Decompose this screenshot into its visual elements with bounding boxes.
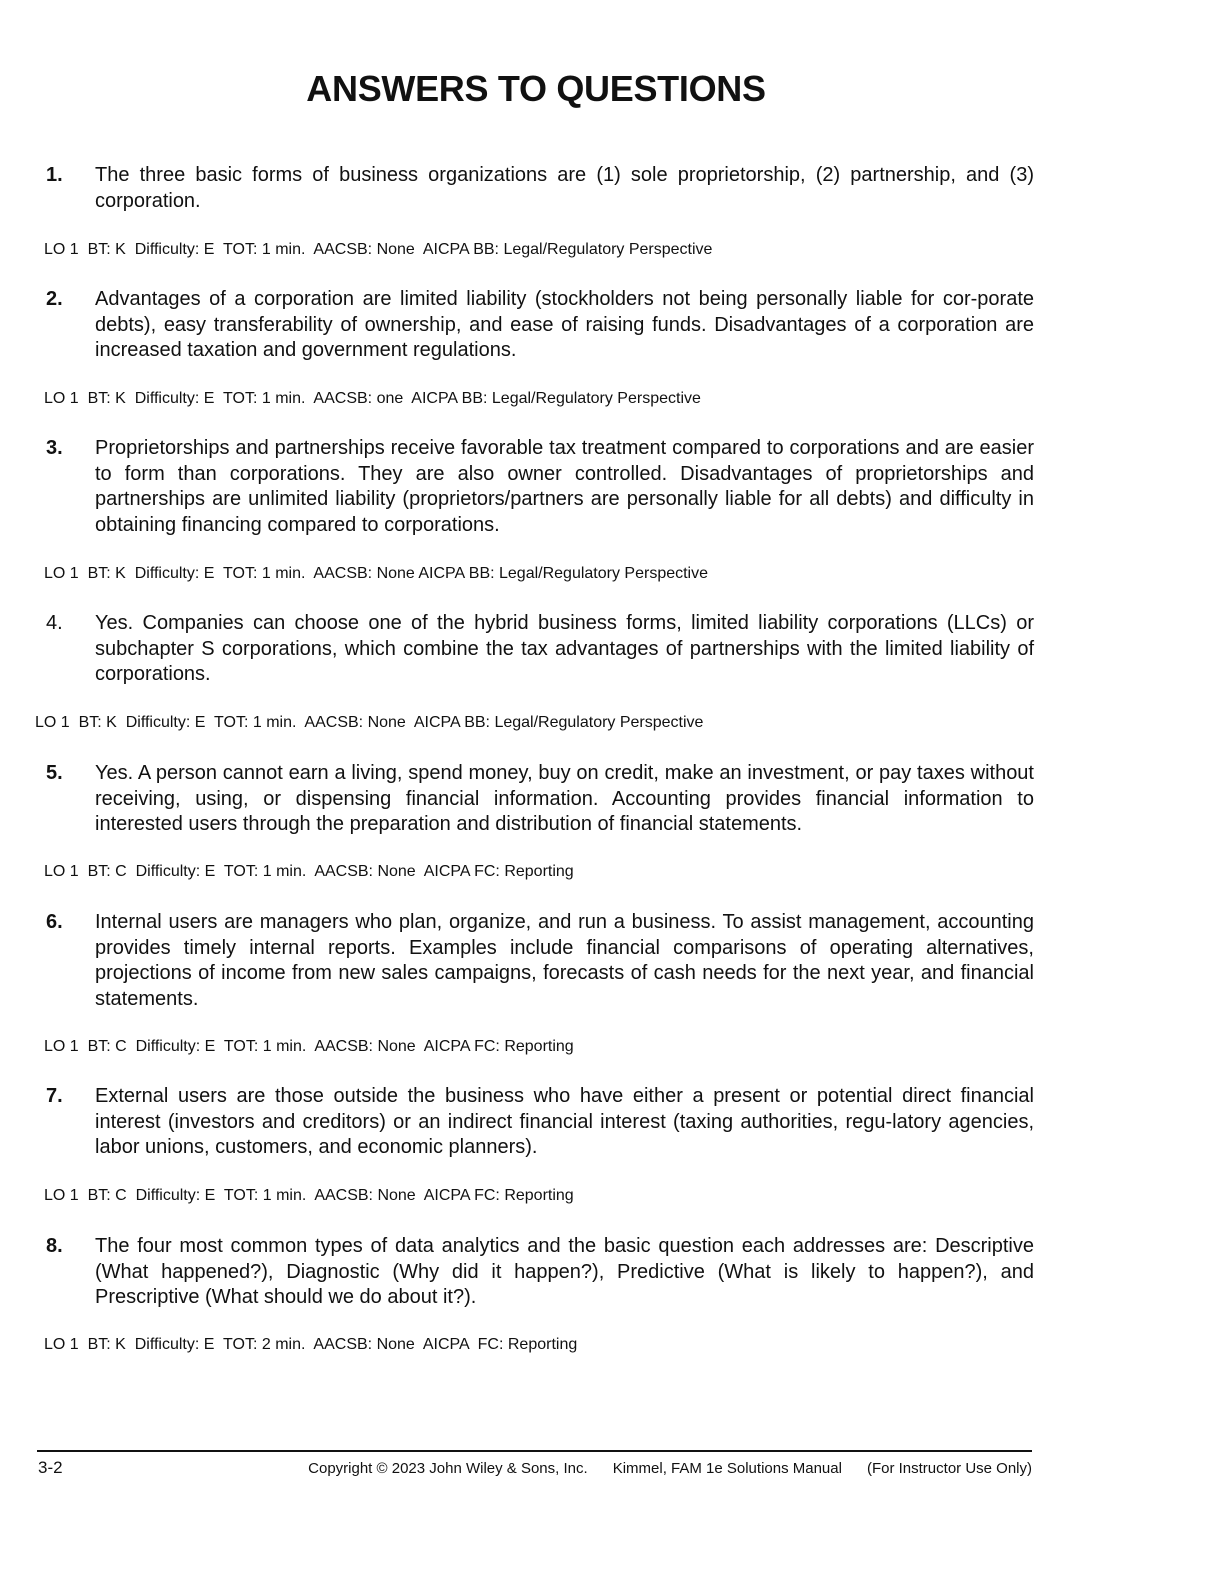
answer-metadata: LO 1 BT: K Difficulty: E TOT: 1 min. AACSB: None AICPA BB: Legal/Regulatory Perspective	[35, 714, 704, 731]
answer-metadata: LO 1 BT: C Difficulty: E TOT: 1 min. AACSB: None AICPA FC: Reporting	[44, 1187, 574, 1204]
answer-number: 5.	[46, 762, 63, 784]
answer-number: 1.	[46, 164, 63, 186]
answer-text: The four most common types of data analytics and the basic question each addresses are: Descriptive (What happened?), Diagnostic (Why did it happen?), Predictive (What is likely to happen?), and Prescriptive (What should we do about it?).	[95, 1235, 1034, 1308]
footer-copyright: Copyright © 2023 John Wiley & Sons, Inc.	[308, 1460, 588, 1477]
answer-metadata: LO 1 BT: K Difficulty: E TOT: 1 min. AACSB: one AICPA BB: Legal/Regulatory Perspective	[44, 390, 701, 407]
answer-metadata: LO 1 BT: C Difficulty: E TOT: 1 min. AACSB: None AICPA FC: Reporting	[44, 1038, 574, 1055]
footer-page-number: 3-2	[38, 1458, 63, 1477]
answer-text: Internal users are managers who plan, organize, and run a business. To assist management, accounting provides timely internal reports. Examples include financial comparisons of operating alternatives, projections of income from new sales campaigns, forecasts of cash needs for the next year, and financial statements.	[95, 911, 1034, 1010]
page-title: ANSWERS TO QUESTIONS	[306, 68, 766, 109]
answer-text: Proprietorships and partnerships receive favorable tax treatment compared to corporations and are easier to form than corporations. They are also owner controlled. Disadvantages of proprietorships and partnerships are unlimited liability (proprietors/partners are personally liable for all debts) and difficulty in obtaining financing compared to corporations.	[95, 437, 1034, 536]
footer-info	[308, 1460, 1032, 1477]
answer-metadata: LO 1 BT: K Difficulty: E TOT: 1 min. AACSB: None AICPA BB: Legal/Regulatory Perspective	[44, 565, 709, 582]
answer-number: 3.	[46, 437, 63, 459]
answer-metadata: LO 1 BT: K Difficulty: E TOT: 1 min. AACSB: None AICPA BB: Legal/Regulatory Perspective	[44, 241, 713, 258]
answer-text: The three basic forms of business organizations are (1) sole proprietorship, (2) partnership, and (3) corporation.	[95, 164, 1034, 212]
answer-number: 7.	[46, 1085, 63, 1107]
answer-number: 8.	[46, 1235, 63, 1257]
answer-number: 2.	[46, 288, 63, 310]
answer-metadata: LO 1 BT: C Difficulty: E TOT: 1 min. AACSB: None AICPA FC: Reporting	[44, 863, 574, 880]
footer-usage: (For Instructor Use Only)	[866, 1460, 1032, 1477]
answer-number: 6.	[46, 911, 63, 933]
answer-metadata: LO 1 BT: K Difficulty: E TOT: 2 min. AACSB: None AICPA FC: Reporting	[44, 1336, 578, 1353]
answer-text: Yes. Companies can choose one of the hybrid business forms, limited liability corporations (LLCs) or subchapter S corporations, which combine the tax advantages of partnerships with the limited liability of corporations.	[95, 612, 1034, 685]
answer-text: Advantages of a corporation are limited liability (stockholders not being personally liable for cor-porate debts), easy transferability of ownership, and ease of raising funds. Disadvantages of a corporation are increased taxation and government regulations.	[95, 288, 1034, 361]
footer-manual: Kimmel, FAM 1e Solutions Manual	[612, 1460, 842, 1477]
footer-divider	[37, 1450, 1032, 1452]
answer-text: External users are those outside the business who have either a present or potential direct financial interest (investors and creditors) or an indirect financial interest (taxing authorities, regu-latory agencies, labor unions, customers, and economic planners).	[95, 1085, 1034, 1158]
answer-text: Yes. A person cannot earn a living, spend money, buy on credit, make an investment, or pay taxes without receiving, using, or dispensing financial information. Accounting provides financial information to interested users through the preparation and distribution of financial statements.	[95, 762, 1034, 835]
answer-number: 4.	[46, 612, 63, 634]
